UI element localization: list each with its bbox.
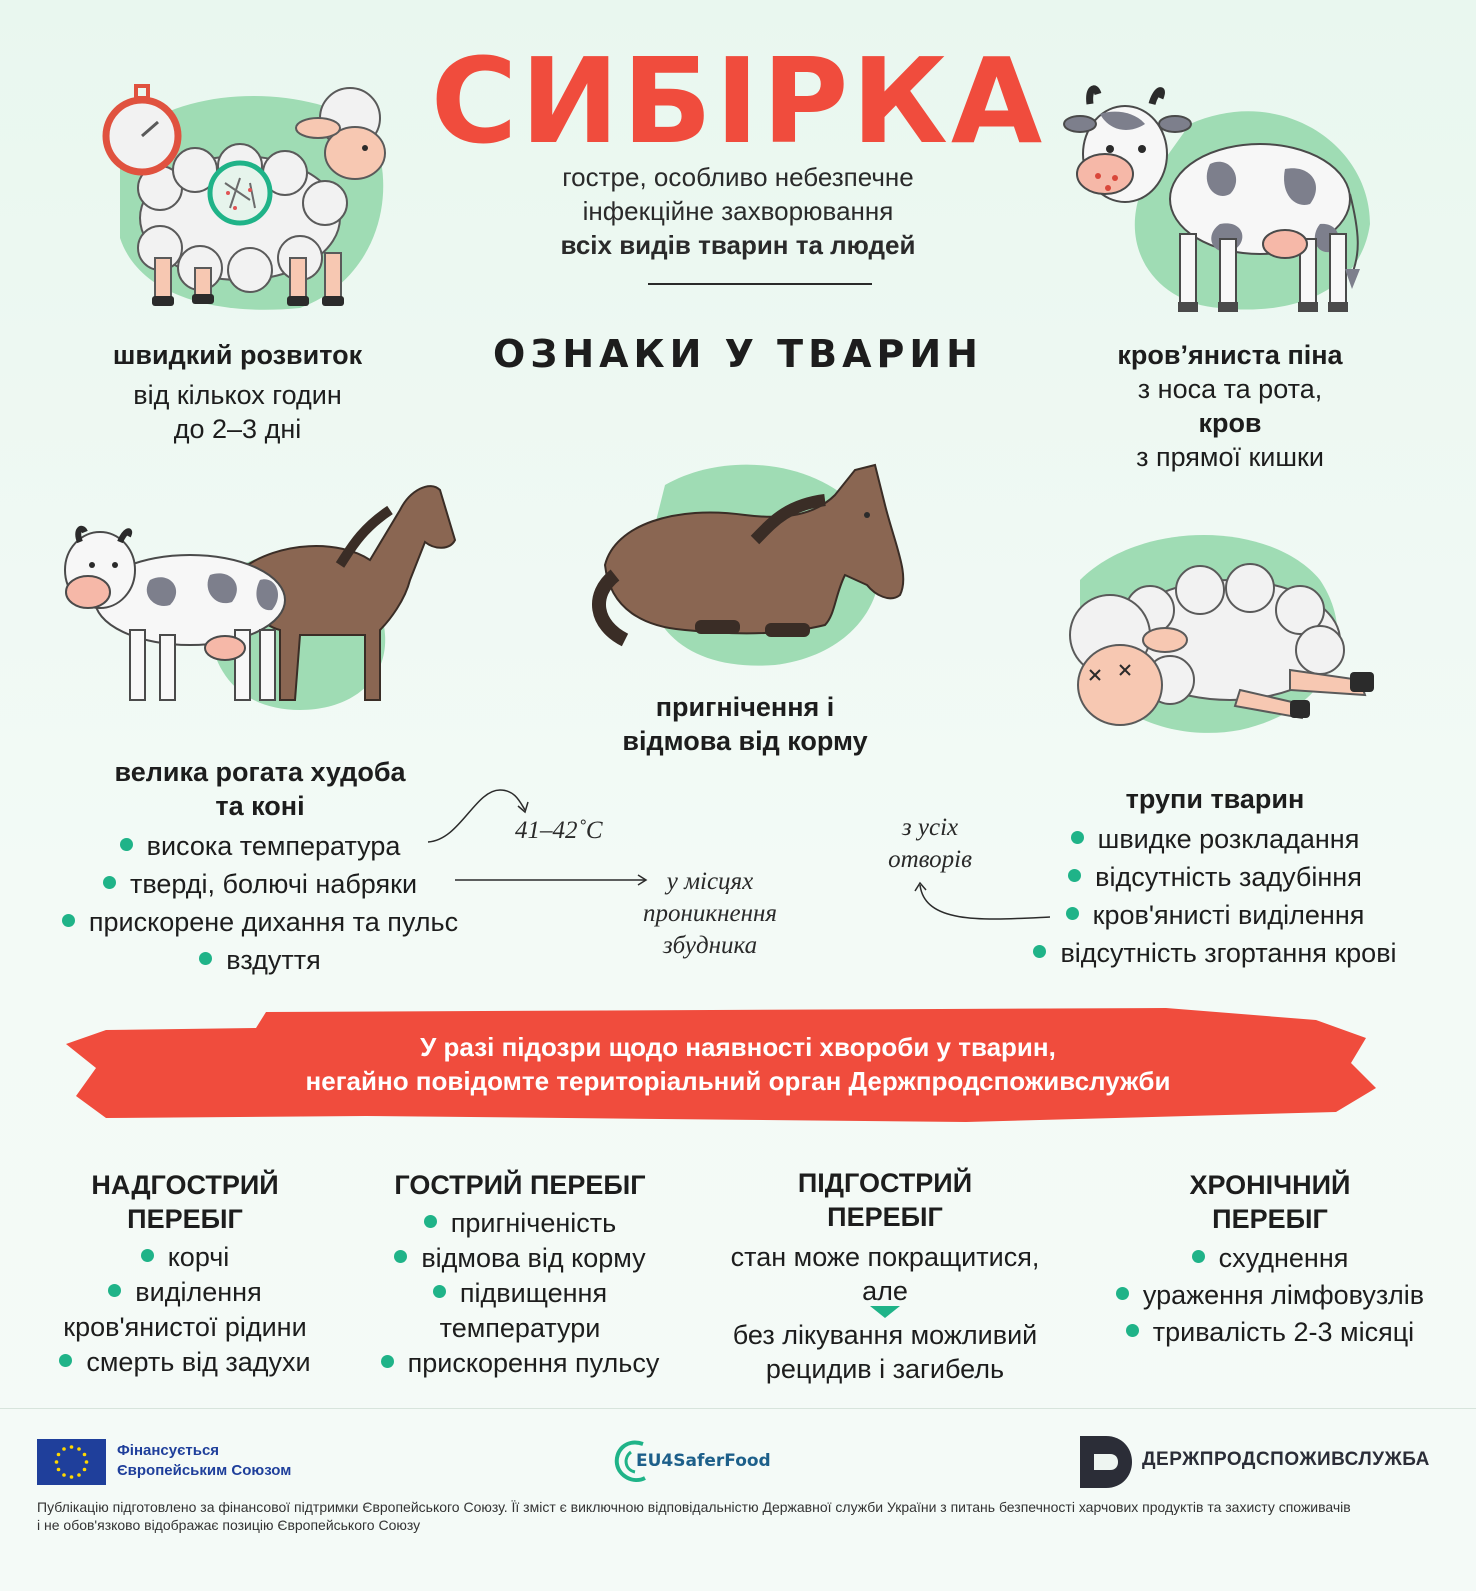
cattle-horse-illustration [60, 470, 460, 720]
chronic-heading-1: ХРОНІЧНИЙ [1189, 1170, 1351, 1200]
subtitle [460, 160, 1016, 262]
list-item [30, 1275, 340, 1345]
disclaimer-line-1: Публікацію підготовлено за фінансової підтримки Європейського Союзу. Її зміст є виключною відповідальністю Державної служби України з питань безпечності харчових продуктів та захисту споживачів [37, 1499, 1351, 1515]
divider [648, 283, 872, 285]
depression-block [580, 690, 910, 758]
list-item: ураження лімфовузлів [1090, 1277, 1450, 1314]
banner-line-1: У разі підозри щодо наявності хвороби у тварин, [420, 1032, 1056, 1062]
depression-line-2: відмова від корму [622, 726, 868, 756]
subacute-line-3: без лікування можливий [732, 1320, 1038, 1350]
list-item-text: кров'янистої рідини [63, 1312, 307, 1342]
foam-heading: кров’яниста піна [1117, 340, 1343, 370]
list-item: відмова від корму [355, 1241, 685, 1276]
subacute-column [705, 1166, 1065, 1386]
chronic-list [1090, 1240, 1450, 1351]
cattle-heading-2: та коні [215, 791, 305, 821]
carcasses-block [1000, 782, 1430, 972]
list-item-text: виділення [135, 1277, 262, 1307]
list-item: прискорене дихання та пульс [20, 903, 500, 941]
hyperacute-heading-1: НАДГОСТРИЙ [91, 1170, 279, 1200]
subacute-heading-1: ПІДГОСТРИЙ [797, 1168, 973, 1198]
foam-line-2: кров [1198, 408, 1262, 438]
orifices-note [860, 812, 1000, 876]
depression-line-1: пригнічення і [655, 692, 835, 722]
warning-banner [0, 1030, 1476, 1098]
rapid-development-block [60, 338, 415, 446]
dps-label: ДЕРЖПРОДСПОЖИВСЛУЖБА [1142, 1449, 1430, 1470]
subacute-heading-2: ПЕРЕБІГ [827, 1202, 943, 1232]
hyperacute-heading-2: ПЕРЕБІГ [127, 1204, 243, 1234]
banner-line-2: негайно повідомте територіальний орган Держпродспоживслужби [305, 1066, 1171, 1096]
down-triangle-icon [870, 1306, 900, 1318]
list-item-text: температури [439, 1313, 601, 1343]
rapid-line-1: від кількох годин [133, 380, 342, 410]
orifices-note-line-1: з усіх [901, 814, 959, 841]
cattle-heading-1: велика рогата худоба [114, 757, 406, 787]
penetration-note-line-3: збудника [662, 932, 758, 959]
disclaimer-line-2: і не обов'язково відображає позицію Європейського Союзу [37, 1517, 421, 1533]
hyperacute-column [30, 1168, 340, 1380]
disclaimer [37, 1498, 1437, 1534]
list-item: пригніченість [355, 1206, 685, 1241]
footer-divider [0, 1408, 1476, 1409]
list-item: схуднення [1090, 1240, 1450, 1277]
lying-horse-illustration [585, 445, 915, 675]
page-title: СИБІРКА [430, 32, 1046, 170]
temperature-note: 41–42˚С [515, 817, 603, 844]
penetration-note-line-1: у місцях [666, 868, 754, 895]
eu4saferfood-label: EU4SaferFood [636, 1451, 771, 1471]
dead-sheep-illustration [1040, 520, 1385, 750]
list-item: відсутність згортання крові [1000, 934, 1430, 972]
subacute-line-4: рецидив і загибель [765, 1354, 1005, 1384]
list-item: відсутність задубіння [1000, 858, 1430, 896]
signs-title: ОЗНАКИ У ТВАРИН [493, 332, 983, 376]
subacute-line-2: але [862, 1276, 908, 1306]
penetration-note-line-2: проникнення [642, 900, 778, 927]
subtitle-line-2: інфекційне захворювання [582, 196, 894, 226]
orifices-note-line-2: отворів [888, 846, 972, 873]
list-item: смерть від задухи [30, 1345, 340, 1380]
list-item [355, 1276, 685, 1346]
cow-illustration-top [1060, 84, 1380, 316]
list-item: швидке розкладання [1000, 820, 1430, 858]
carcasses-signs-list [1000, 820, 1430, 972]
chronic-column [1090, 1168, 1450, 1351]
hyperacute-list [30, 1240, 340, 1380]
dps-logo-icon [1080, 1436, 1132, 1488]
acute-column [355, 1168, 685, 1381]
eu-flag-icon [37, 1439, 106, 1485]
list-item: прискорення пульсу [355, 1346, 685, 1381]
eu-funding-line-2: Європейським Союзом [117, 1462, 292, 1479]
subtitle-line-1: гостре, особливо небезпечне [562, 162, 914, 192]
list-item: тверді, болючі набряки [20, 865, 500, 903]
acute-heading: ГОСТРИЙ ПЕРЕБІГ [394, 1170, 646, 1200]
rapid-heading: швидкий розвиток [112, 340, 363, 370]
acute-list [355, 1206, 685, 1381]
annotation-arrows [420, 780, 660, 890]
carcasses-heading: трупи тварин [1125, 784, 1305, 814]
list-item: корчі [30, 1240, 340, 1275]
list-item: тривалість 2-3 місяці [1090, 1314, 1450, 1351]
list-item: кров'янисті виділення [1000, 896, 1430, 934]
chronic-heading-2: ПЕРЕБІГ [1212, 1204, 1328, 1234]
foam-line-1: з носа та рота, [1137, 374, 1323, 404]
bloody-foam-block [1060, 338, 1400, 474]
list-item: висока температура [20, 827, 500, 865]
subacute-line-1: стан може покращитися, [730, 1242, 1040, 1272]
eu-funding-label [117, 1441, 291, 1481]
rapid-line-2: до 2–3 дні [173, 414, 302, 444]
list-item: вздуття [20, 941, 500, 979]
foam-line-3: з прямої кишки [1136, 442, 1324, 472]
eu-funding-line-1: Фінансується [117, 1442, 220, 1459]
list-item-text: підвищення [459, 1278, 608, 1308]
sheep-stopwatch-illustration [100, 78, 400, 316]
subtitle-line-3: всіх видів тварин та людей [560, 230, 916, 260]
